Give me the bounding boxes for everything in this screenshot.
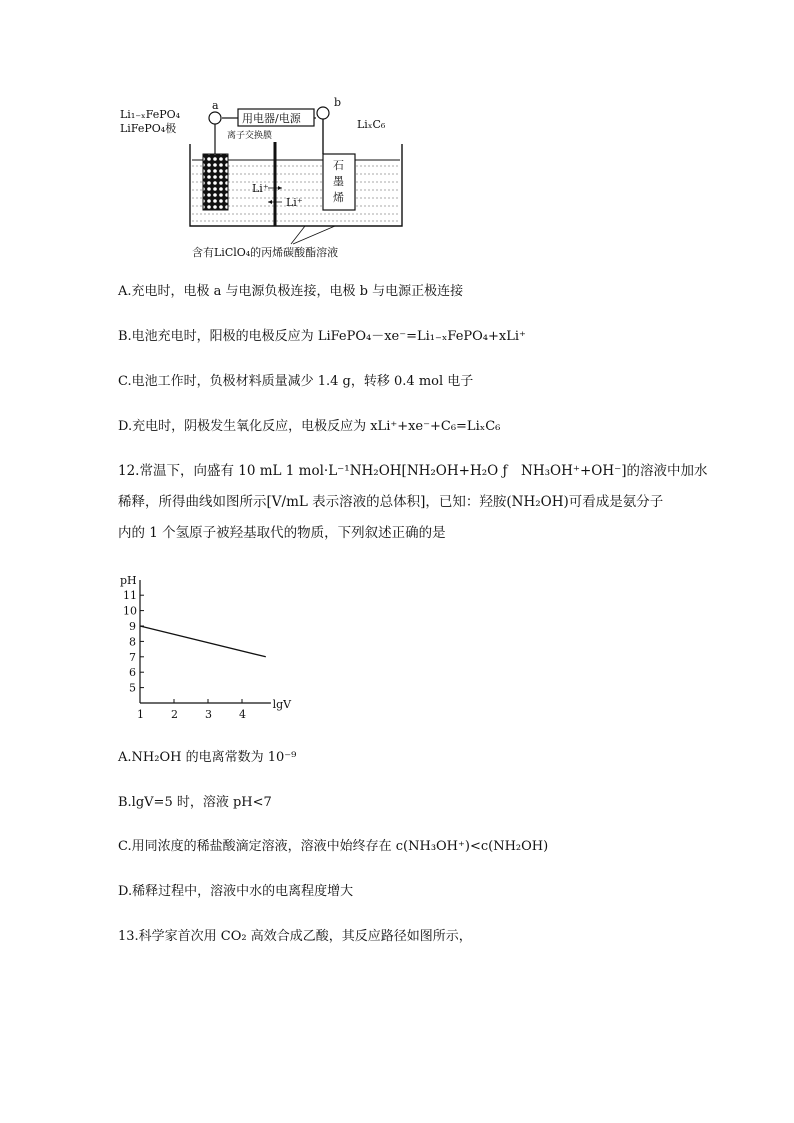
q12-option-d: D.稀释过程中，溶液中水的电离程度增大 [118,884,354,899]
x-tick-label: 3 [205,708,212,721]
graphene-char-2: 墨 [333,175,344,188]
terminal-a [209,112,221,124]
y-tick-label: 6 [129,666,136,680]
terminal-b [317,107,329,119]
q12-option-a: A.NH₂OH 的电离常数为 10⁻⁹ [118,750,297,765]
q11-option-c: C.电池工作时，负极材料质量减少 1.4 g，转移 0.4 mol 电子 [118,374,474,389]
y-tick-label: 8 [129,635,136,649]
y-tick-label: 9 [129,620,136,633]
electrolyte-caption: 含有LiClO₄的丙烯碳酸酯溶液 [192,246,339,259]
ph-series-line [140,626,266,657]
right-electrode-label: LiₓC₆ [357,118,386,131]
q12-option-b: B.lgV=5 时，溶液 pH<7 [118,795,272,810]
q11-option-b: B.电池充电时，阳极的电极反应为 LiFePO₄－xe⁻=Li₁₋ₓFePO₄+xLi⁺ [118,329,526,344]
graphene-char-3: 烯 [333,191,344,204]
q11-option-a: A.充电时，电极 a 与电源负极连接，电极 b 与电源正极连接 [118,284,464,299]
y-tick-label: 11 [123,589,137,603]
x-axis-label: lgV [272,698,292,711]
graphene-char-1: 石 [333,159,344,172]
q12-option-c: C.用同浓度的稀盐酸滴定溶液，溶液中始终存在 c(NH₃OH⁺)<c(NH₂OH) [118,839,549,854]
label-a: a [212,99,219,112]
y-tick-label: 7 [129,650,136,664]
y-tick-label: 5 [129,681,136,695]
li-ion-right: Li⁺ [252,182,269,195]
ph-chart [112,568,302,723]
left-electrode-label-2: LiFePO₄极 [120,122,177,135]
lifepo4-electrode [203,154,228,210]
q12-stem-line-1: 12.常温下，向盛有 10 mL 1 mol·L⁻¹NH₂OH[NH₂OH+H₂O ƒ NH₃OH⁺+OH⁻]的溶液中加水 [118,463,708,479]
li-ion-left: Li⁺ [286,196,303,209]
battery-diagram [110,96,440,261]
q12-stem-line-3: 内的 1 个氢原子被羟基取代的物质，下列叙述正确的是 [118,525,446,541]
x-tick-label: 2 [171,708,178,721]
label-b: b [334,96,342,109]
q12-stem-line-2: 稀释，所得曲线如图所示[V/mL 表示溶液的总体积]，已知：羟胺(NH₂OH)可看成是氨分子 [118,494,664,510]
y-tick-label: 10 [123,604,137,618]
x-tick-label: 1 [137,708,144,721]
membrane-label: 离子交换膜 [227,131,273,141]
device-label: 用电器/电源 [242,112,301,125]
y-axis-label: pH [120,574,137,587]
q11-option-d: D.充电时，阴极发生氧化反应，电极反应为 xLi⁺+xe⁻+C₆=LiₓC₆ [118,419,501,434]
left-electrode-label-1: Li₁₋ₓFePO₄ [120,108,181,121]
x-tick-label: 4 [239,708,246,721]
q13-stem-line-1: 13.科学家首次用 CO₂ 高效合成乙酸，其反应路径如图所示， [118,929,472,944]
